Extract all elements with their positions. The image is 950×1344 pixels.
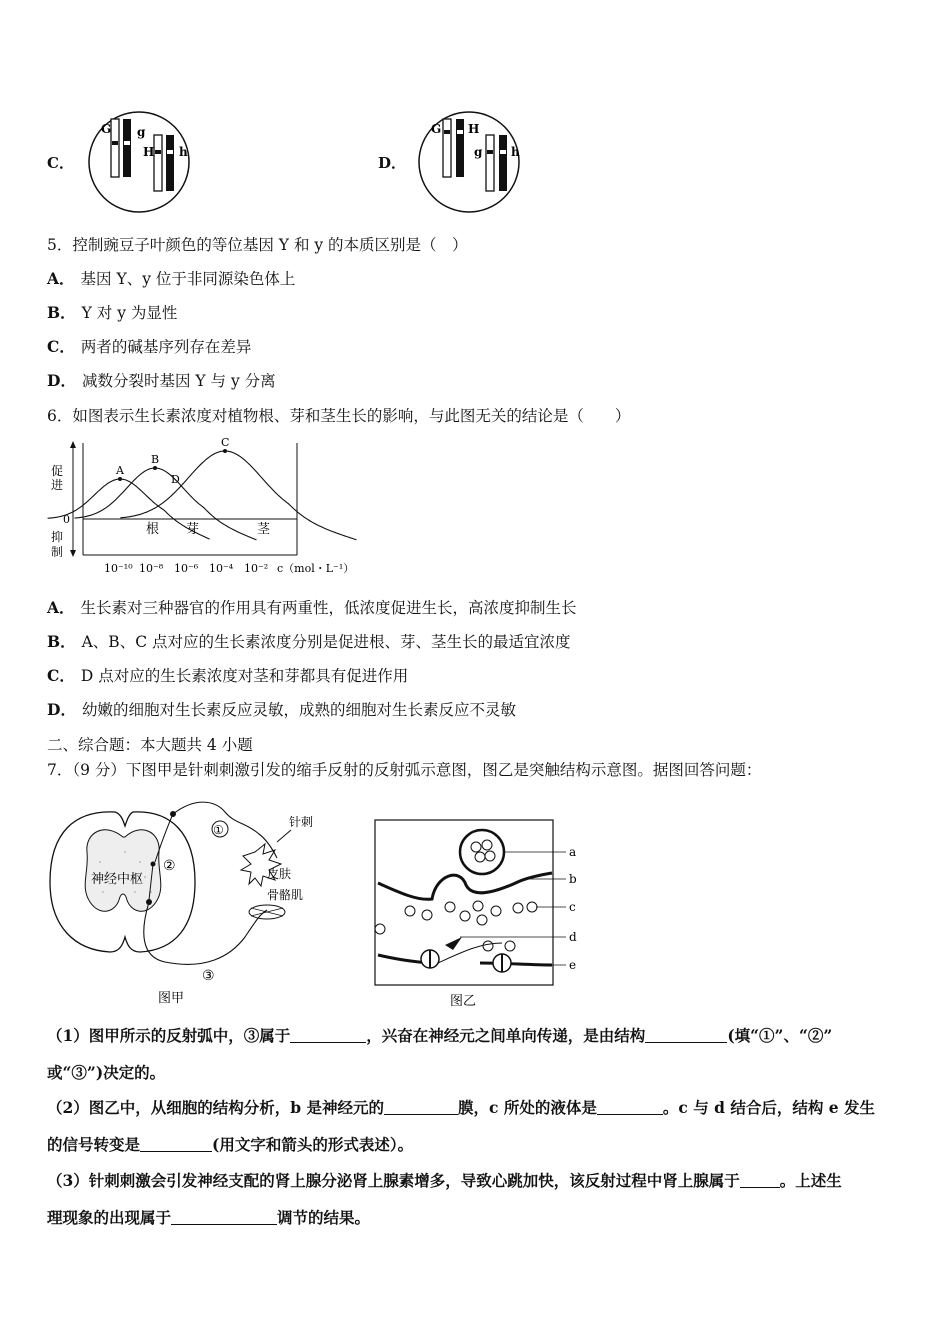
y-label-inhibit: 抑 xyxy=(51,530,64,544)
gene-label: h xyxy=(511,145,520,159)
peak-label: A xyxy=(116,464,124,477)
gene-label: G xyxy=(431,122,442,136)
label-e: e xyxy=(569,958,577,972)
chromosome-figure-d xyxy=(415,108,525,218)
series-label: 根 xyxy=(146,522,160,537)
label-1: ① xyxy=(213,823,224,837)
peak-label: B xyxy=(151,453,160,466)
x-tick-label: 10⁻⁸ xyxy=(139,562,164,575)
gene-label: g xyxy=(137,125,146,139)
q7-sub2-line1: （2）图乙中，从细胞的结构分析，b 是神经元的 膜，c 所处的液体是 。c 与 d 结合后，结构 e 发生 xyxy=(47,1098,875,1117)
peak-point xyxy=(118,477,122,481)
gene-label: g xyxy=(474,145,483,159)
x-axis-label: c（mol・L⁻¹） xyxy=(277,562,355,575)
answer-blank[interactable] xyxy=(140,1135,212,1152)
gene-label: G xyxy=(101,122,112,136)
auxin-concentration-chart xyxy=(45,435,375,580)
label-3: ③ xyxy=(202,968,215,984)
q5-option-a: A． 基因 Y、y 位于非同源染色体上 xyxy=(47,269,296,288)
section-title: 二、综合题：本大题共 4 小题 xyxy=(47,736,253,754)
label-2: ② xyxy=(163,858,176,874)
q7-sub3-line1: （3）针刺刺激会引发神经支配的肾上腺分泌肾上腺素增多，导致心跳加快，该反射过程中肾上腺属于 。上述生 xyxy=(47,1171,842,1190)
chromosome-figure-c xyxy=(85,108,195,218)
y-label-inhibit-2: 制 xyxy=(51,545,64,559)
q7-sub3-line2: 理现象的出现属于 调节的结果。 xyxy=(47,1208,371,1227)
answer-blank[interactable] xyxy=(290,1026,366,1043)
q6-option-d: D． 幼嫩的细胞对生长素反应灵敏，成熟的细胞对生长素反应不灵敏 xyxy=(47,700,516,719)
x-tick-label: 10⁻⁴ xyxy=(209,562,234,575)
peak-label: C xyxy=(221,436,230,449)
q5-stem: 5．控制豌豆子叶颜色的等位基因 Y 和 y 的本质区别是（ ） xyxy=(47,236,468,254)
curve-芽 xyxy=(75,468,257,540)
needle-label: 针刺 xyxy=(289,815,314,829)
muscle-label: 骨骼肌 xyxy=(267,888,304,902)
answer-blank[interactable] xyxy=(384,1098,458,1115)
synapse-figure xyxy=(370,815,595,1010)
x-tick-label: 10⁻⁶ xyxy=(174,562,199,575)
answer-blank[interactable] xyxy=(740,1171,780,1188)
q7-stem: 7．（9 分）下图甲是针刺刺激引发的缩手反射的反射弧示意图，图乙是突触结构示意图。据图回答问题： xyxy=(47,761,762,779)
q7-sub1-line1: （1）图甲所示的反射弧中，③属于 ，兴奋在神经元之间单向传递，是由结构 (填“①”、“②” xyxy=(47,1026,833,1045)
skin-label: 皮肤 xyxy=(267,867,292,881)
q6-option-a: A． 生长素对三种器官的作用具有两重性，低浓度促进生长，高浓度抑制生长 xyxy=(47,598,577,617)
peak-point xyxy=(223,449,227,453)
gene-label: H xyxy=(468,122,480,136)
peak-point xyxy=(153,466,157,470)
option-d-label: D． xyxy=(378,154,407,172)
series-label: 芽 xyxy=(186,522,200,537)
q5-option-b: B． Y 对 y 为显性 xyxy=(47,303,178,322)
reflex-arc-figure xyxy=(45,792,345,1007)
point-label-d: D xyxy=(171,473,180,486)
series-label: 茎 xyxy=(257,522,271,537)
label-d: d xyxy=(569,930,577,944)
q7-sub2-line2: 的信号转变是 (用文字和箭头的形式表述）。 xyxy=(47,1135,414,1154)
answer-blank[interactable] xyxy=(597,1098,663,1115)
x-tick-label: 10⁻¹⁰ xyxy=(104,562,133,575)
answer-blank[interactable] xyxy=(171,1208,277,1225)
y-label-promote: 促 xyxy=(51,464,64,478)
q6-stem: 6．如图表示生长素浓度对植物根、芽和茎生长的影响，与此图无关的结论是（ ） xyxy=(47,407,631,425)
figure-yi-caption: 图乙 xyxy=(450,994,477,1009)
q7-sub1-line2: 或“③”)决定的。 xyxy=(47,1063,166,1082)
nerve-center-label: 神经中枢 xyxy=(91,872,144,887)
q5-option-d: D． 减数分裂时基因 Y 与 y 分离 xyxy=(47,371,276,390)
q5-option-c: C． 两者的碱基序列存在差异 xyxy=(47,337,252,356)
gene-label: H xyxy=(143,145,155,159)
option-c-label: C． xyxy=(47,154,74,172)
q6-option-c: C． D 点对应的生长素浓度对茎和芽都具有促进作用 xyxy=(47,666,409,685)
label-a: a xyxy=(569,845,577,859)
answer-blank[interactable] xyxy=(645,1026,727,1043)
label-c: c xyxy=(569,900,576,914)
gene-label: h xyxy=(179,145,188,159)
figure-jia-caption: 图甲 xyxy=(158,991,185,1006)
y-label-promote-2: 进 xyxy=(51,478,64,492)
q6-option-b: B． A、B、C 点对应的生长素浓度分别是促进根、芽、茎生长的最适宜浓度 xyxy=(47,632,571,651)
label-b: b xyxy=(569,872,577,886)
x-tick-label: 10⁻² xyxy=(244,562,269,575)
zero-label: 0 xyxy=(63,513,70,526)
